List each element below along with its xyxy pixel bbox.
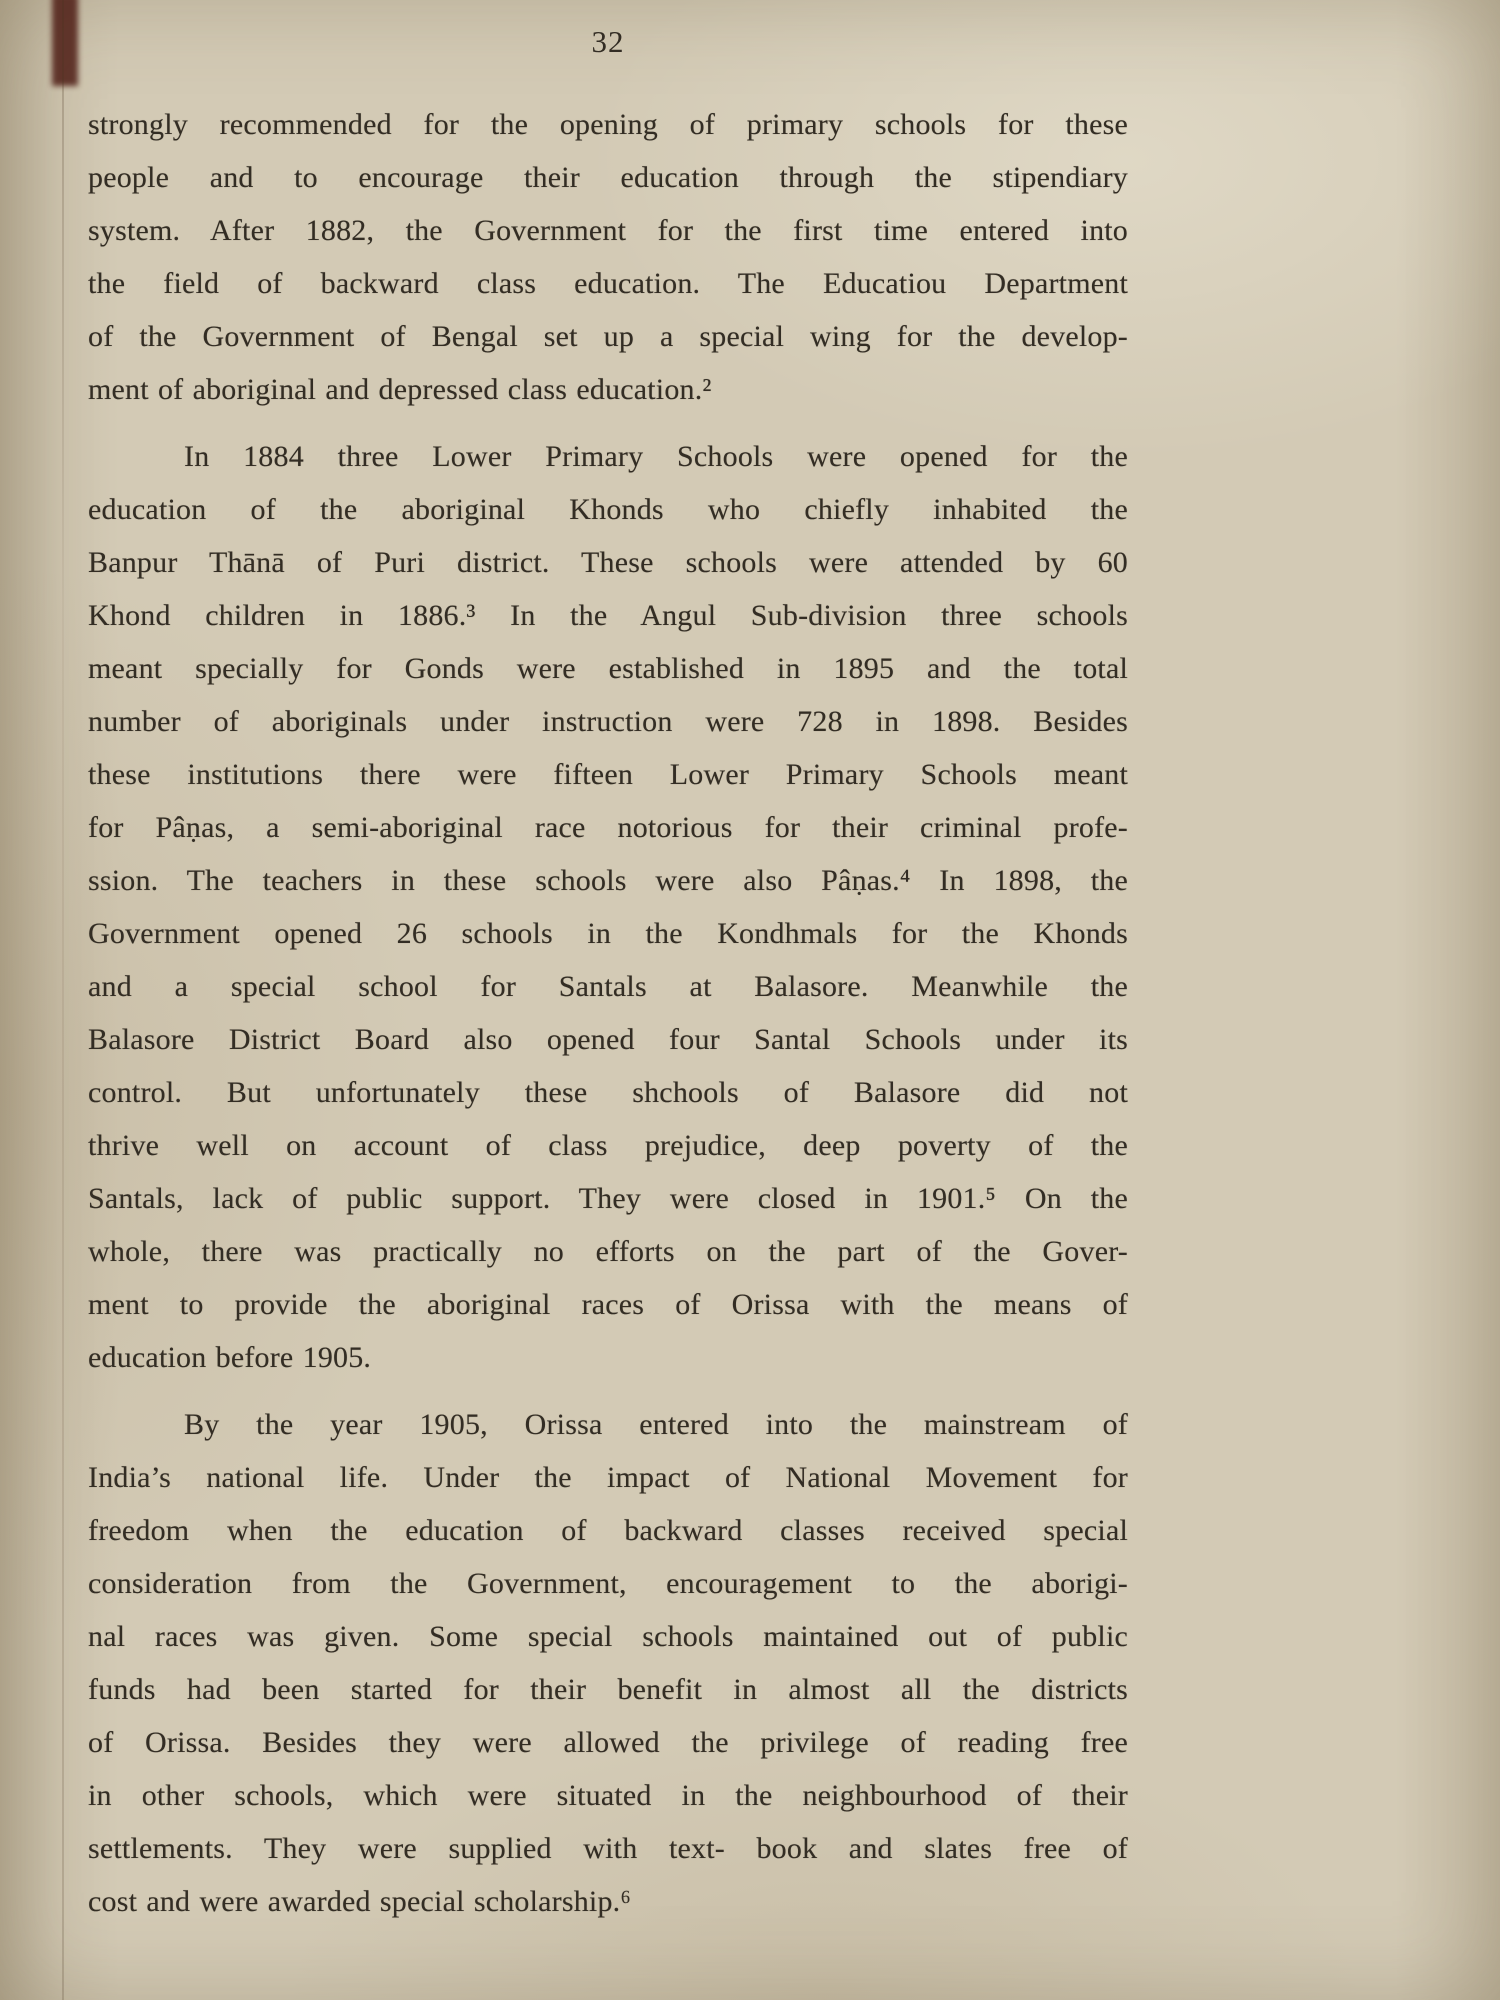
- text-line: number of aboriginals under instruction were 728 in 1898. Besides: [88, 705, 1128, 738]
- left-crease: [62, 0, 64, 2000]
- text-line: nal races was given. Some special schools maintained out of public: [88, 1620, 1128, 1653]
- text-line: Santals, lack of public support. They were closed in 1901.⁵ On the: [88, 1182, 1128, 1215]
- text-line: meant specially for Gonds were established in 1895 and the total: [88, 652, 1128, 685]
- text-line: Khond children in 1886.³ In the Angul Sub-division three schools: [88, 599, 1128, 632]
- paragraph: [88, 98, 1128, 416]
- text-line: education before 1905.: [88, 1341, 372, 1374]
- paragraph: [88, 430, 1128, 1384]
- text-line: strongly recommended for the opening of primary schools for these: [88, 108, 1128, 141]
- text-line: freedom when the education of backward classes received special: [88, 1514, 1128, 1547]
- text-line: Balasore District Board also opened four Santal Schools under its: [88, 1023, 1128, 1056]
- page-edge-mark: [52, 0, 78, 86]
- text-line: and a special school for Santals at Balasore. Meanwhile the: [88, 970, 1128, 1003]
- text-line: the field of backward class education. The Educatiou Department: [88, 267, 1128, 300]
- text-line: Banpur Thānā of Puri district. These schools were attended by 60: [88, 546, 1128, 579]
- text-line: consideration from the Government, encouragement to the aborigi-: [88, 1567, 1128, 1600]
- text-line: in other schools, which were situated in the neighbourhood of their: [88, 1779, 1128, 1812]
- text-line: whole, there was practically no efforts on the part of the Gover-: [88, 1235, 1128, 1268]
- text-line: By the year 1905, Orissa entered into the mainstream of: [184, 1408, 1128, 1441]
- text-line: ssion. The teachers in these schools were also Pâṇas.⁴ In 1898, the: [88, 864, 1128, 897]
- text-line: ment to provide the aboriginal races of Orissa with the means of: [88, 1288, 1128, 1321]
- text-line: settlements. They were supplied with text- book and slates free of: [88, 1832, 1128, 1865]
- text-line: of the Government of Bengal set up a special wing for the develop-: [88, 320, 1128, 353]
- text-line: In 1884 three Lower Primary Schools were opened for the: [184, 440, 1128, 473]
- text-line: ment of aboriginal and depressed class education.²: [88, 373, 712, 406]
- text-line: education of the aboriginal Khonds who chiefly inhabited the: [88, 493, 1128, 526]
- page-text: [88, 98, 1128, 1928]
- text-line: these institutions there were fifteen Lower Primary Schools meant: [88, 758, 1128, 791]
- text-line: system. After 1882, the Government for the first time entered into: [88, 214, 1128, 247]
- text-line: for Pâṇas, a semi-aboriginal race notorious for their criminal profe-: [88, 811, 1128, 844]
- text-line: control. But unfortunately these shchools of Balasore did not: [88, 1076, 1128, 1109]
- page-number: 32: [591, 24, 625, 59]
- text-line: people and to encourage their education through the stipendiary: [88, 161, 1128, 194]
- text-line: India’s national life. Under the impact of National Movement for: [88, 1461, 1128, 1494]
- paragraph: [88, 1398, 1128, 1928]
- text-line: cost and were awarded special scholarship.⁶: [88, 1885, 632, 1918]
- text-line: of Orissa. Besides they were allowed the privilege of reading free: [88, 1726, 1128, 1759]
- text-line: thrive well on account of class prejudice, deep poverty of the: [88, 1129, 1128, 1162]
- text-line: funds had been started for their benefit in almost all the districts: [88, 1673, 1128, 1706]
- text-line: Government opened 26 schools in the Kondhmals for the Khonds: [88, 917, 1128, 950]
